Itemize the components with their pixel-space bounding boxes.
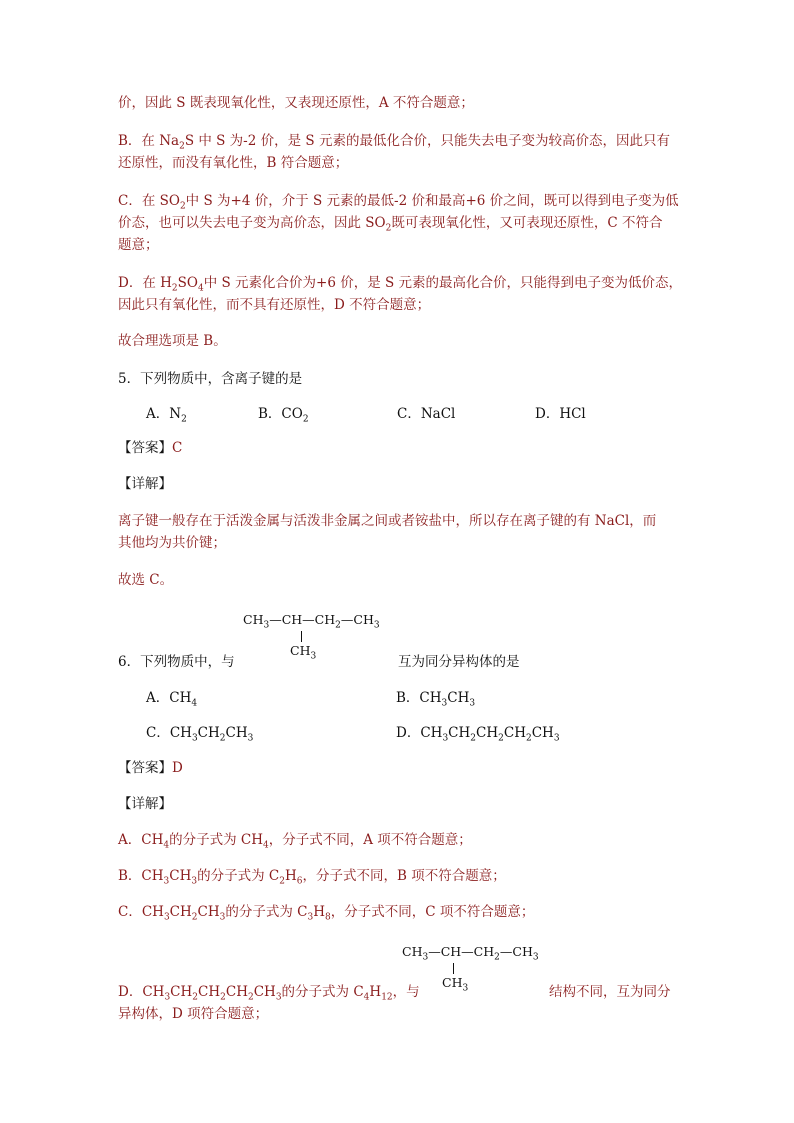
q6-detail-d-line1: D．$CH_3CH_2CH_2CH_2CH_3$的分子式为 $C_4H_{12}$，与 [118,984,420,1003]
q6-detail-b: B．$CH_3CH_3$的分子式为 $C_2H_6$，分子式不同，B 项不符合题意； [118,868,506,887]
q6-detail-label: 【详解】 [118,796,172,812]
q6-detail-a: A．$CH_4$的分子式为 $CH_4$，分子式不同，A 项不符合题意； [118,832,472,851]
q6-detail-d-line1-end: 结构不同，互为同分 [549,984,671,1000]
q6-option-a: A．$CH_4$ [146,690,198,709]
q6-option-c: C．$CH_3CH_2CH_3$ [146,725,254,744]
q6-option-b: B．$CH_3CH_3$ [396,690,476,709]
q5-option-d: D．HCl [535,406,586,422]
q6-option-d: D．$CH_3CH_2CH_2CH_2CH_3$ [396,725,560,744]
conclusion-q4: 故合理选项是 B。 [118,333,227,349]
branch-bond [301,631,302,642]
explanation-a-tail: 价，因此 S 既表现氧化性，又表现还原性，A 不符合题意； [118,95,474,111]
q5-conclusion: 故选 C。 [118,572,174,588]
q5-detail: 离子键一般存在于活泼金属与活泼非金属之间或者铵盐中，所以存在离子键的有 NaCl，而 其他均为共价键； [118,513,657,551]
q6-answer: 【答案】D [118,760,183,776]
q5-option-a: A．$N_2$ [146,406,187,425]
explanation-b: B．在 $Na_2S$ 中 S 为-2 价，是 S 元素的最低化合价，只能失去电子变为较高价态，因此只有 还原性，而没有氧化性，B 符合题意； [118,133,670,171]
branch-bond [453,963,454,974]
explanation-c: C．在 $SO_2$中 S 为+4 价，介于 S 元素的最低-2 价和最高+6 价之间，既可以得到电子变为低 价态，也可以失去电子变为高价态，因此 $SO_2$既可表现氧化性，又可表现还原性，C 不符合 题意； [118,193,679,253]
q5-option-b: B．$CO_2$ [258,406,309,425]
q6-detail-c: C．$CH_3CH_2CH_3$的分子式为 $C_3H_8$，分子式不同，C 项不符合题意； [118,904,535,923]
question-5-stem: 5．下列物质中，含离子键的是 [118,371,303,387]
q5-detail-label: 【详解】 [118,476,172,492]
question-6-stem-b: 互为同分异构体的是 [398,654,520,670]
structural-formula-2-methylbutane-detail: $CH_3—CH—CH_2—CH_3$ $CH_3$ [402,944,539,994]
explanation-d: D．在 $H_2SO_4$中 S 元素化合价为+6 价，是 S 元素的最高化合价，只能得到电子变为低价态， 因此只有氧化性，而不具有还原性，D 不符合题意； [118,275,683,313]
q6-detail-d-line2: 异构体，D 项符合题意； [118,1006,269,1022]
structural-formula-2-methylbutane: $CH_3—CH—CH_2—CH_3$ $CH_3$ [243,612,380,662]
q5-answer: 【答案】C [118,440,183,456]
question-6-stem-a: 6．下列物质中，与 [118,654,235,670]
q5-option-c: C．NaCl [397,406,456,422]
